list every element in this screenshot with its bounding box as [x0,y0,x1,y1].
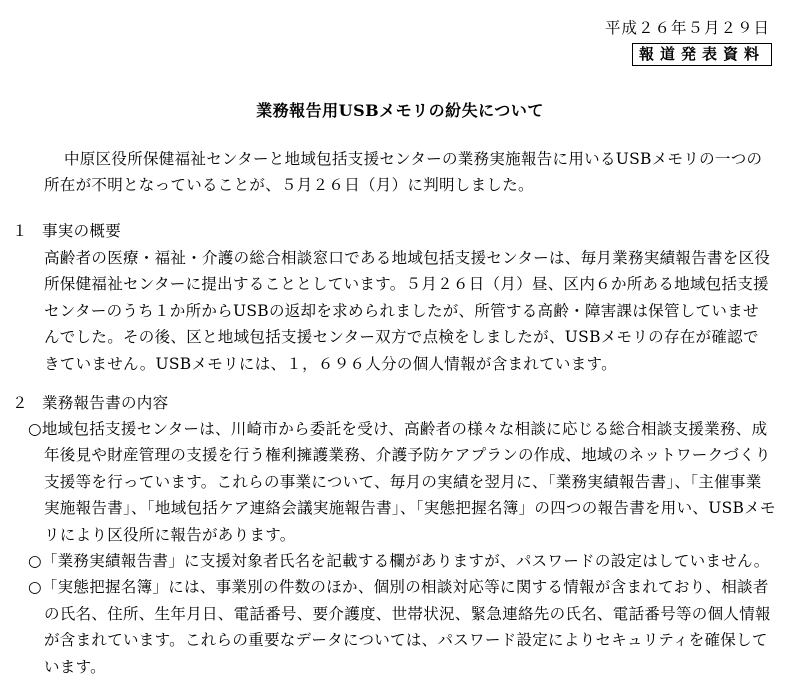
bullet-item: ○地域包括支援センターは、川崎市から委託を受け、高齢者の様々な相談に応じる総合相談支援業務、成年後見や財産管理の支援を行う権利擁護業務、介護予防ケアプランの作成、地域のネットワークづくり支援等を行っています。これらの事業について、毎月の実績を翌月に、「業務実績報告書」、「主催事業実施報告書」、「地域包括ケア連絡会議実施報告書」、「実態把握名簿」の四つの報告書を用い、USBメモリにより区役所に報告があります。 [28,420,776,544]
intro-paragraph: 中原区役所保健福祉センターと地域包括支援センターの業務実施報告に用いるUSBメモリの一つの所在が不明となっていることが、５月２６日（月）に判明しました。 [44,150,763,194]
section-2-bullet-list [28,416,776,680]
section-2-number: ２ [12,394,28,412]
section-1-body: 高齢者の医療・福祉・介護の総合相談窓口である地域包括支援センターは、毎月業務実績報告書を区役所保健福祉センターに提出することとしています。５月２６日（月）昼、区内６か所ある地域包括支援センターのうち１か所からUSBの返却を求められましたが、所管する高齢・障害課は保管していませんでした。その後、区と地域包括支援センター双方で点検をしましたが、USBメモリの存在が確認できていません。USBメモリには、１，６９６人分の個人情報が含まれています。 [44,249,771,373]
section-1-number: １ [12,222,28,240]
section-2-title: 業務報告書の内容 [42,394,169,412]
section-1-title: 事実の概要 [42,222,122,240]
section-1-heading [12,219,121,241]
bullet-item: ○「業務実績報告書」に支援対象者氏名を記載する欄がありますが、パスワードの設定はしていません。 [28,552,770,571]
bullet-item: ○「実態把握名簿」には、事業別の件数のほか、個別の相談対応等に関する情報が含まれており、相談者の氏名、住所、生年月日、電話番号、要介護度、世帯状況、緊急連絡先の氏名、電話番号等の個人情報が含まれています。これらの重要なデータについては、パスワード設定によりセキュリティを確保しています。 [28,578,771,676]
release-date: 平成２６年５月２９日 [604,19,770,37]
press-release-label: 報道発表資料 [632,43,772,66]
section-2-heading [12,391,168,413]
document-title: 業務報告用USBメモリの紛失について [256,101,544,120]
